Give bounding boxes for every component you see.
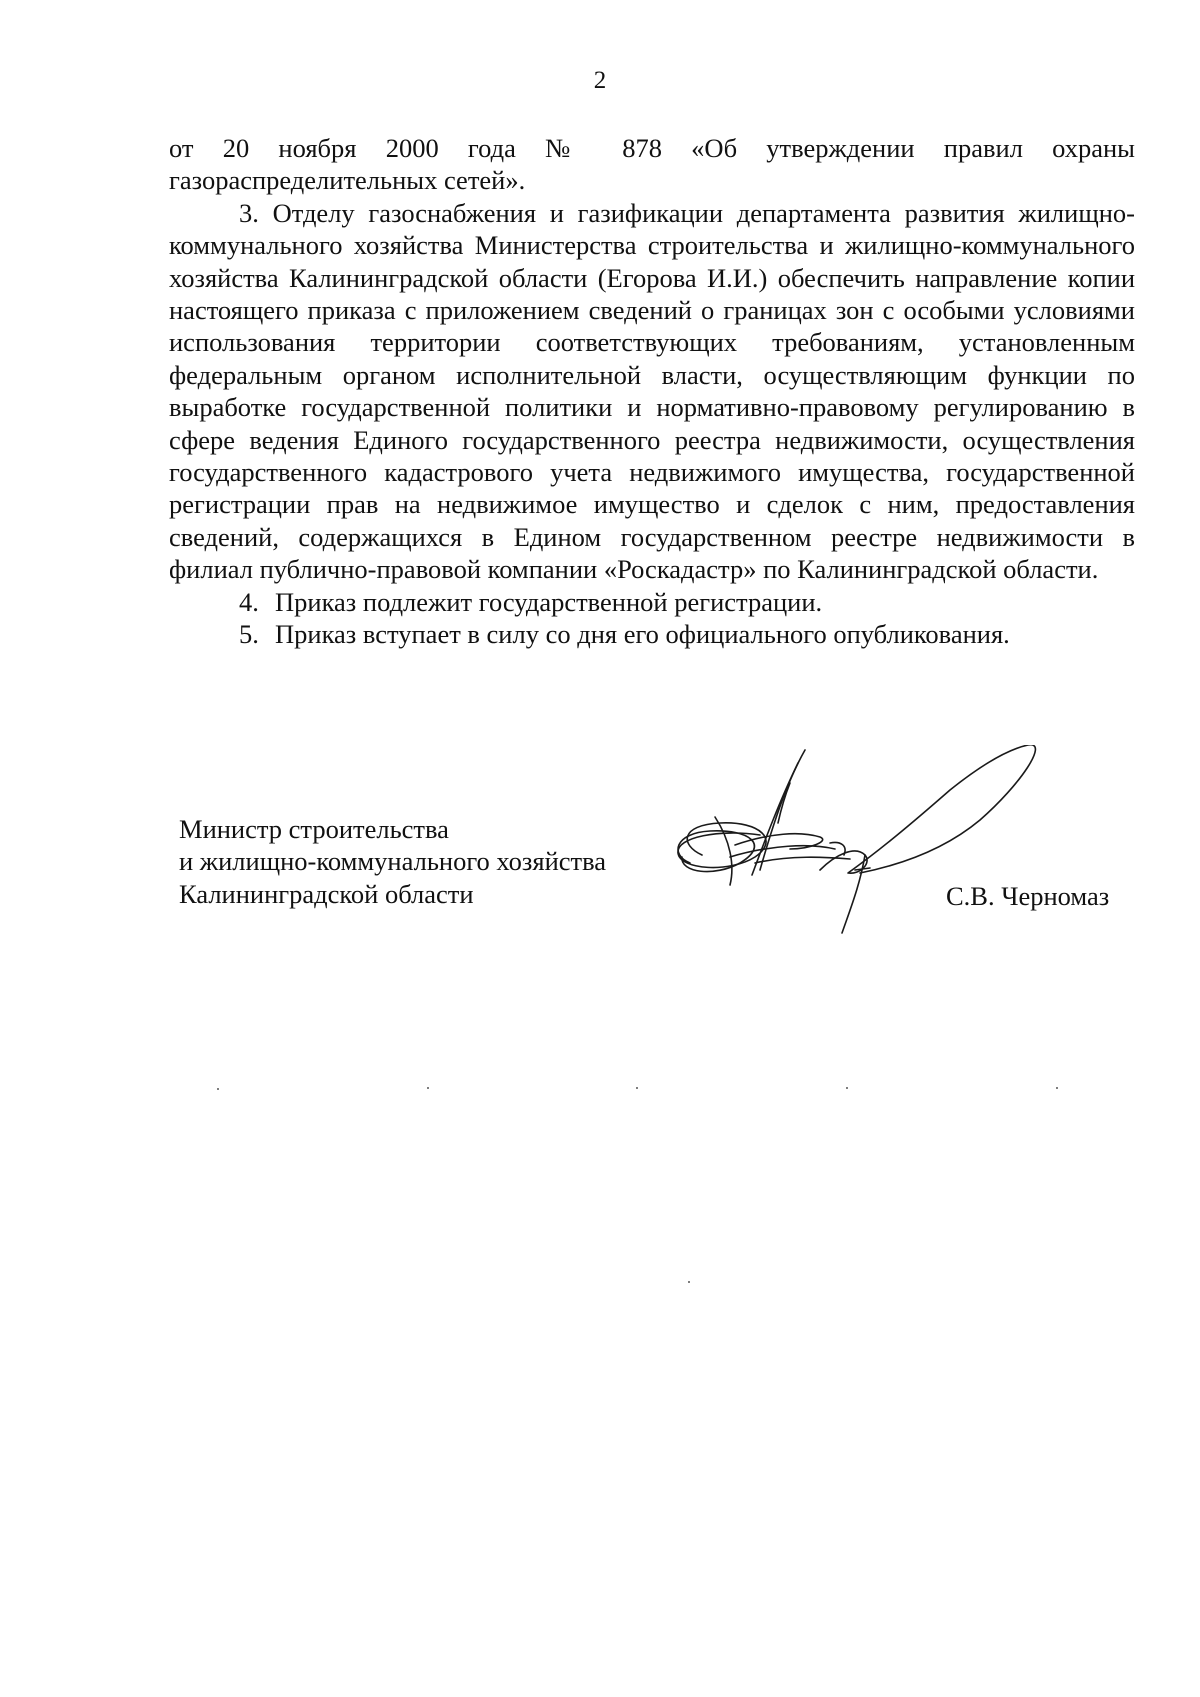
position-line: и жилищно-коммунального хозяйства bbox=[179, 846, 607, 877]
scan-speck bbox=[217, 1088, 219, 1090]
scan-speck bbox=[636, 1087, 638, 1089]
scan-speck bbox=[1056, 1087, 1058, 1089]
list-item bbox=[169, 618, 1135, 650]
paragraph-continuation: от 20 ноября 2000 года № 878 «Об утверждении правил охраны газораспределительных сетей». bbox=[169, 133, 1135, 196]
scan-speck bbox=[427, 1087, 429, 1089]
paragraph-item-3: 3. Отделу газоснабжения и газификации департамента развития жилищно-коммунального хозяйства Министерства строительства и жилищно-коммунального хозяйства Калининградской области (Егорова И.И.) обеспечить направление копии настоящего приказа с приложением сведений о границах зон с особыми условиями использования территории соответствующих требованиям, установленным федеральным органом исполнительной власти, осуществляющим функции по выработке государственной политики и нормативно-правовому регулированию в сфере ведения Единого государственного реестра недвижимости, осуществления государственного кадастрового учета недвижимого имущества, государственной регистрации прав на недвижимое имущество и сделок с ним, предоставления сведений, содержащихся в Едином государственном реестре недвижимости в филиал публично-правовой компании «Роскадастр» по Калининградской области. bbox=[169, 197, 1135, 585]
signatory-position bbox=[179, 813, 606, 910]
page-number: 2 bbox=[593, 67, 607, 94]
position-line: Министр строительства bbox=[179, 814, 449, 844]
item-number: 4. bbox=[239, 586, 259, 617]
scan-speck bbox=[688, 1281, 690, 1283]
list-item bbox=[169, 586, 1135, 618]
position-line: Калининградской области bbox=[179, 878, 474, 909]
item-number: 5. bbox=[239, 619, 259, 650]
document-body bbox=[169, 132, 1135, 651]
item-text: Приказ вступает в силу со дня его официального опубликования. bbox=[275, 619, 1010, 650]
signatory-name: С.В. Черномаз bbox=[946, 881, 1110, 911]
item-text: Приказ подлежит государственной регистрации. bbox=[275, 586, 823, 617]
scan-speck bbox=[846, 1087, 848, 1089]
